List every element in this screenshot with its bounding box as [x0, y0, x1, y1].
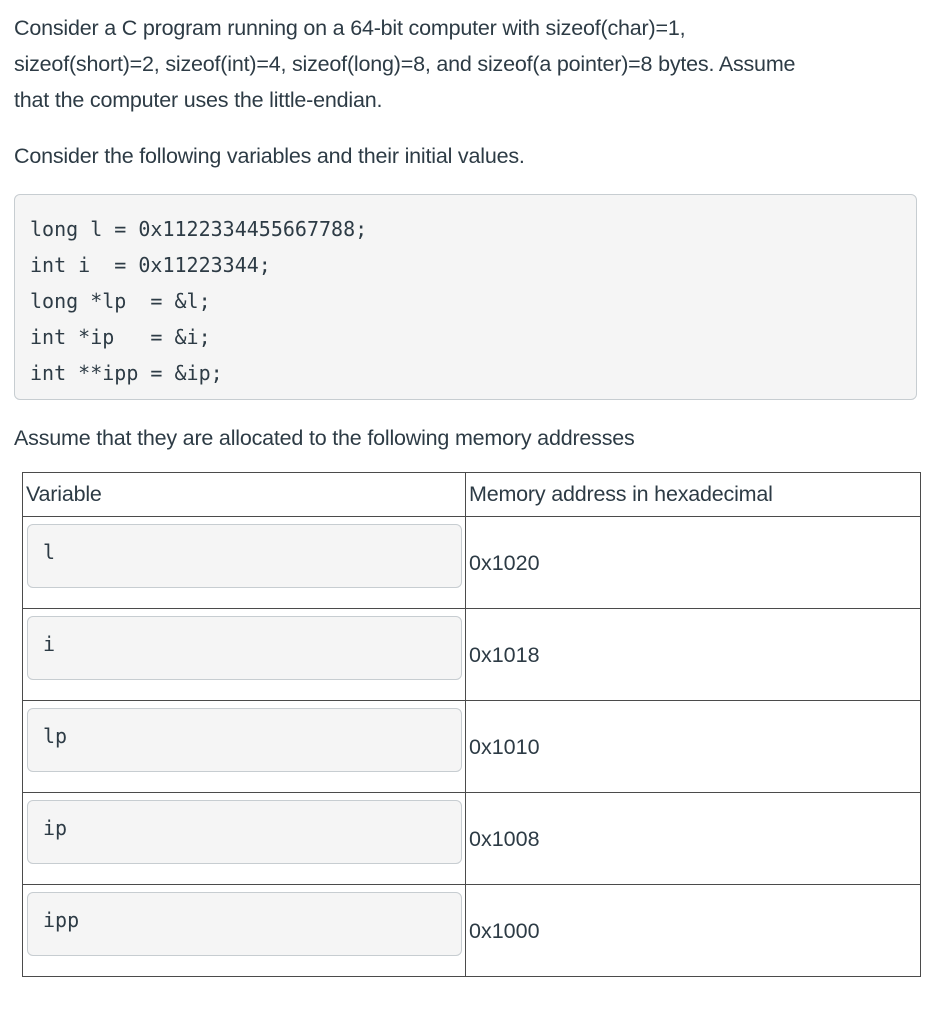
code-line: int *ip = &i;	[30, 325, 211, 349]
header-variable: Variable	[23, 473, 466, 517]
address-cell: 0x1000	[469, 919, 540, 943]
code-line: int **ipp = &ip;	[30, 361, 223, 385]
table-header-row	[23, 473, 921, 517]
intro-paragraph	[14, 10, 924, 118]
address-cell: 0x1020	[469, 551, 540, 575]
table-row	[23, 517, 921, 609]
code-line: long l = 0x1122334455667788;	[30, 217, 368, 241]
intro-line-1: Consider a C program running on a 64-bit computer with sizeof(char)=1,	[14, 16, 686, 40]
variable-code-box: l	[27, 524, 462, 588]
address-cell: 0x1008	[469, 827, 540, 851]
table-row	[23, 885, 921, 977]
variable-code-box: ipp	[27, 892, 462, 956]
code-line: int i = 0x11223344;	[30, 253, 271, 277]
assume-text: Assume that they are allocated to the following memory addresses	[14, 426, 635, 450]
variable-code-box: ip	[27, 800, 462, 864]
memory-address-table	[22, 472, 921, 977]
code-block	[14, 194, 917, 400]
variable-code-box: i	[27, 616, 462, 680]
table-row	[23, 609, 921, 701]
variable-code-box: lp	[27, 708, 462, 772]
table-row	[23, 793, 921, 885]
code-line: long *lp = &l;	[30, 289, 211, 313]
header-memory-address: Memory address in hexadecimal	[466, 473, 921, 517]
intro-line-3: that the computer uses the little-endian.	[14, 88, 383, 112]
address-cell: 0x1010	[469, 735, 540, 759]
intro-line-2: sizeof(short)=2, sizeof(int)=4, sizeof(long)=8, and sizeof(a pointer)=8 bytes. Assume	[14, 52, 796, 76]
following-variables-text: Consider the following variables and their initial values.	[14, 144, 525, 168]
question-content	[14, 10, 924, 456]
table-row	[23, 701, 921, 793]
address-cell: 0x1018	[469, 643, 540, 667]
